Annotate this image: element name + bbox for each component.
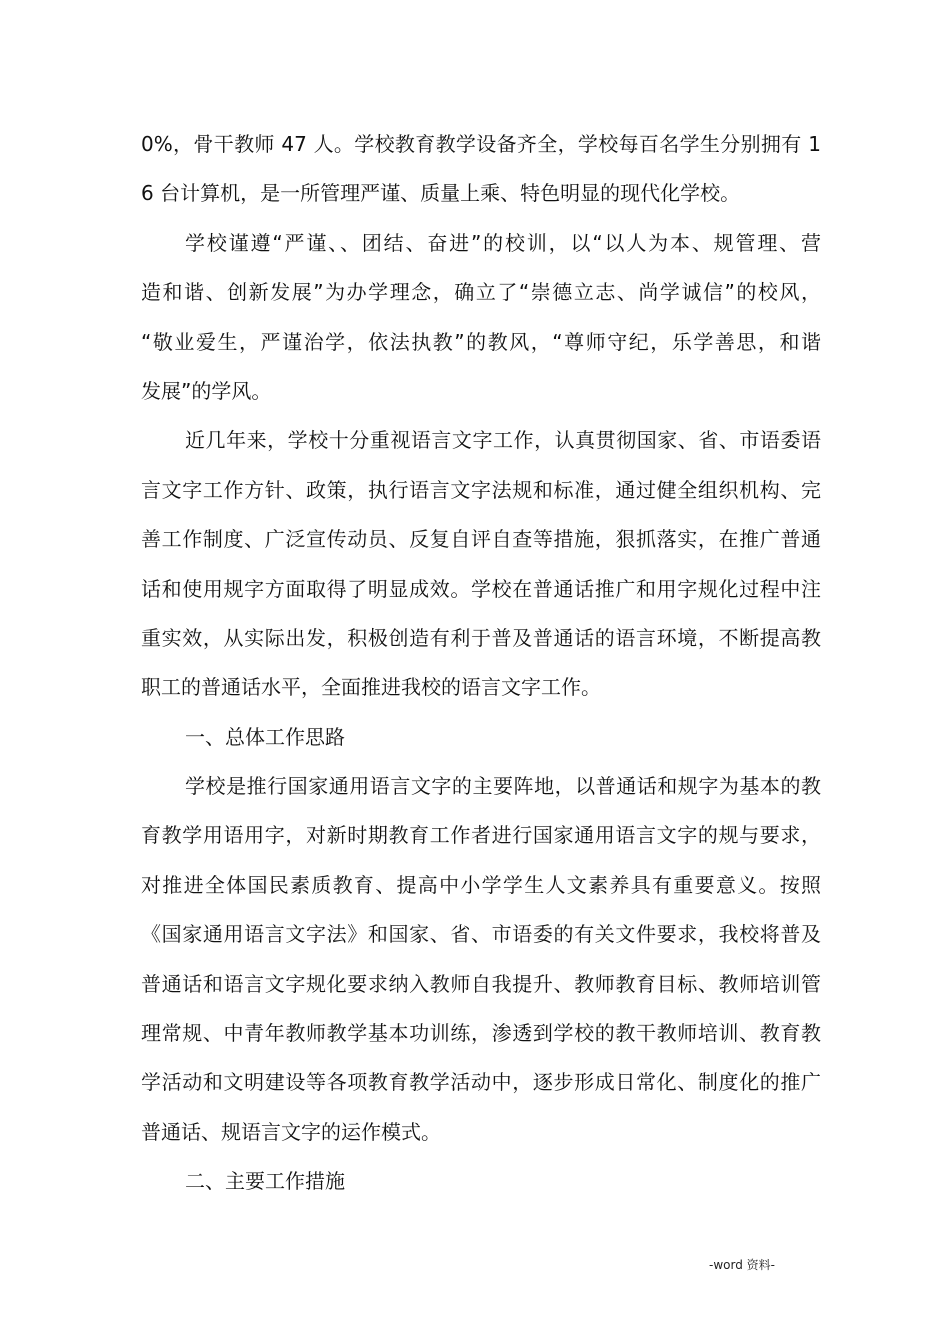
paragraph-first-line: 近几年来，学校十分重视语言文字工作，认真贯彻国家、省、市语委语	[185, 428, 821, 453]
section-heading: 一、总体工作思路	[185, 724, 345, 749]
text-line: 发展”的学风。	[141, 378, 272, 403]
text-line: 善工作制度、广泛宣传动员、反复自评自查等措施，狠抓落实，在推广普通	[141, 527, 821, 552]
text-line: 6 台计算机，是一所管理严谨、质量上乘、特色明显的现代化学校。	[141, 181, 741, 206]
text-line: 育教学用语用字，对新时期教育工作者进行国家通用语言文字的规与要求，	[141, 823, 821, 848]
text-line: 言文字工作方针、政策，执行语言文字法规和标准，通过健全组织机构、完	[141, 477, 821, 502]
text-line: 话和使用规字方面取得了明显成效。学校在普通话推广和用字规化过程中注	[141, 576, 821, 601]
text-line: 重实效，从实际出发，积极创造有利于普及普通话的语言环境，不断提高教	[141, 625, 821, 650]
text-line: 《国家通用语言文字法》和国家、省、市语委的有关文件要求，我校将普及	[141, 922, 821, 947]
paragraph-first-line: 学校是推行国家通用语言文字的主要阵地，以普通话和规字为基本的教	[185, 774, 821, 799]
text-line: 职工的普通话水平，全面推进我校的语言文字工作。	[141, 675, 601, 700]
text-line: 普通话和语言文字规化要求纳入教师自我提升、教师教育目标、教师培训管	[141, 971, 821, 996]
text-line: 对推进全体国民素质教育、提高中小学学生人文素养具有重要意义。按照	[141, 872, 821, 897]
text-line: 普通话、规语言文字的运作模式。	[141, 1119, 441, 1144]
text-line: 0%，骨干教师 47 人。学校教育教学设备齐全，学校每百名学生分别拥有 1	[141, 132, 821, 156]
text-line: 造和谐、创新发展”为办学理念，确立了“崇德立志、尚学诚信”的校风，	[141, 280, 821, 305]
text-line: 学活动和文明建设等各项教育教学活动中，逐步形成日常化、制度化的推广	[141, 1070, 821, 1095]
text-line: “敬业爱生，严谨治学，依法执教”的教风，“尊师守纪，乐学善思，和谐	[141, 329, 821, 354]
text-line: 理常规、中青年教师教学基本功训练，渗透到学校的教干教师培训、教育教	[141, 1021, 821, 1046]
document-body	[141, 120, 821, 1207]
section-heading: 二、主要工作措施	[185, 1169, 345, 1194]
paragraph-first-line: 学校谨遵“严谨、、团结、奋进”的校训，以“以人为本、规管理、营	[185, 230, 821, 255]
page-footer: -word 资料-	[709, 1258, 775, 1272]
